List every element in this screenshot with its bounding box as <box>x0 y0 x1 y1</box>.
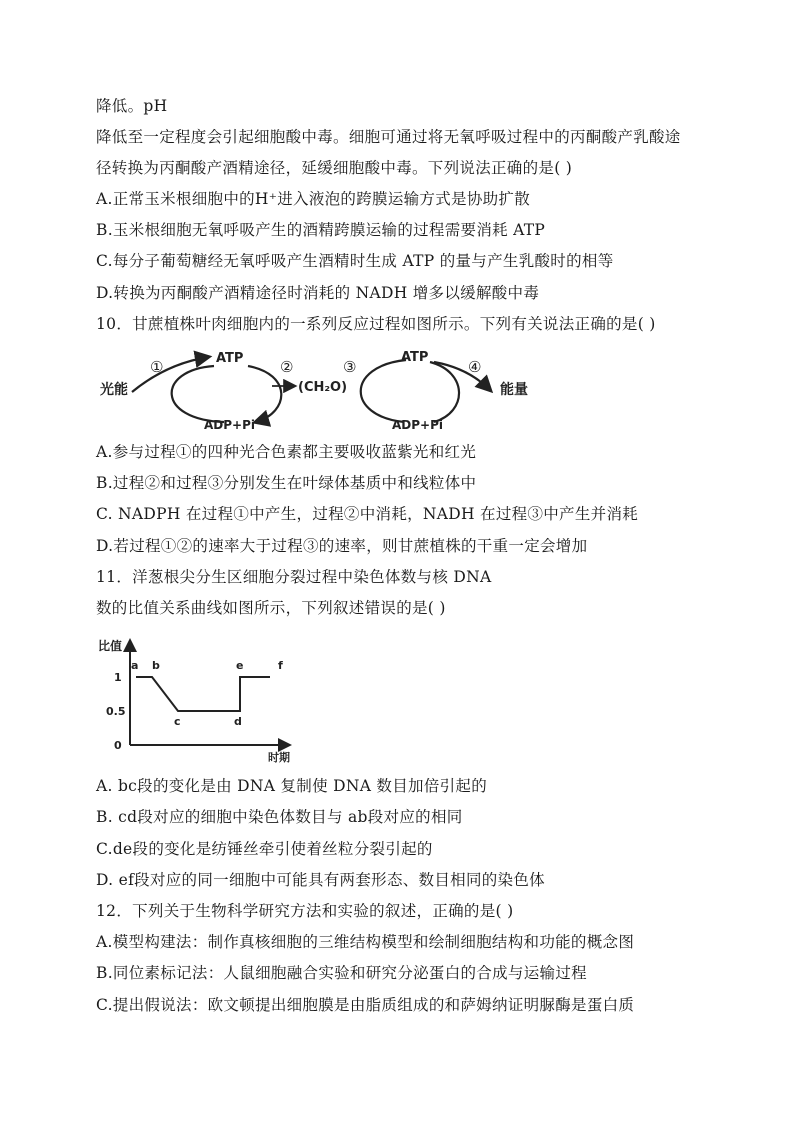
question-11-stem-line-1: 11．洋葱根尖分生区细胞分裂过程中染色体数与核 DNA <box>96 568 492 586</box>
point-label: a <box>131 659 139 672</box>
light-label: 光能 <box>100 382 128 398</box>
y-axis-label: 比值 <box>98 639 123 653</box>
y-tick-label: 0 <box>114 739 122 752</box>
right-cycle-left-arc <box>361 360 406 422</box>
process-1-marker: ① <box>150 358 164 376</box>
adp-left-label: ADP+Pi <box>204 418 256 432</box>
option-9c: C.每分子葡萄糖经无氧呼吸产生酒精时生成 ATP 的量与产生乳酸时的相等 <box>96 252 614 270</box>
text-line: 降低至一定程度会引起细胞酸中毒。细胞可通过将无氧呼吸过程中的丙酮酸产乳酸途 <box>96 128 681 146</box>
text-line: 降低。pH <box>96 97 168 115</box>
process-3-marker: ③ <box>343 358 357 376</box>
ratio-line-chart <box>92 630 312 766</box>
question-12-stem: 12．下列关于生物科学研究方法和实验的叙述，正确的是( ) <box>96 902 514 920</box>
y-tick-label: 0.5 <box>106 705 126 718</box>
left-cycle-right-arc <box>248 366 281 422</box>
point-label: c <box>174 715 181 728</box>
option-9d: D.转换为丙酮酸产酒精途径时消耗的 NADH 增多以缓解酸中毒 <box>96 284 540 302</box>
question-11-stem-line-2: 数的比值关系曲线如图所示，下列叙述错误的是( ) <box>96 599 446 617</box>
option-10a: A.参与过程①的四种光合色素都主要吸收蓝紫光和红光 <box>96 443 477 461</box>
option-9b: B.玉米根细胞无氧呼吸产生的酒精跨膜运输的过程需要消耗 ATP <box>96 221 546 239</box>
option-11d: D. ef段对应的同一细胞中可能具有两套形态、数目相同的染色体 <box>96 871 545 889</box>
option-10d: D.若过程①②的速率大于过程③的速率，则甘蔗植株的干重一定会增加 <box>96 537 588 555</box>
adp-right-label: ADP+Pi <box>392 418 444 432</box>
option-9a: A.正常玉米根细胞中的H⁺进入液泡的跨膜运输方式是协助扩散 <box>96 190 531 208</box>
point-label: e <box>236 659 244 672</box>
atp-cycle-diagram <box>96 342 536 434</box>
option-12c: C.提出假说法：欧文顿提出细胞膜是由脂质组成的和萨姆纳证明脲酶是蛋白质 <box>96 996 635 1014</box>
atp-left-label: ATP <box>216 351 244 366</box>
process-2-marker: ② <box>280 358 294 376</box>
x-axis-label: 时期 <box>268 751 290 764</box>
left-cycle-left-arc <box>172 366 224 422</box>
option-11a: A. bc段的变化是由 DNA 复制使 DNA 数目加倍引起的 <box>96 777 488 795</box>
energy-label: 能量 <box>500 382 528 398</box>
y-tick-label: 1 <box>114 671 122 684</box>
right-cycle-right-arc <box>430 362 459 422</box>
atp-right-label: ATP <box>401 350 429 365</box>
option-11c: C.de段的变化是纺锤丝牵引使着丝粒分裂引起的 <box>96 840 433 858</box>
light-arrow <box>132 357 208 392</box>
question-9-stem: 径转换为丙酮酸产酒精途径，延缓细胞酸中毒。下列说法正确的是( ) <box>96 159 573 177</box>
option-12b: B.同位素标记法：人鼠细胞融合实验和研究分泌蛋白的合成与运输过程 <box>96 964 587 982</box>
option-12a: A.模型构建法：制作真核细胞的三维结构模型和绘制细胞结构和功能的概念图 <box>96 933 635 951</box>
point-label: d <box>234 715 242 728</box>
process-4-marker: ④ <box>468 358 482 376</box>
ch2o-label: (CH₂O) <box>298 380 348 395</box>
option-10b: B.过程②和过程③分别发生在叶绿体基质中和线粒体中 <box>96 474 477 492</box>
option-11b: B. cd段对应的细胞中染色体数目与 ab段对应的相同 <box>96 808 463 826</box>
point-label: f <box>278 659 283 672</box>
ratio-series-line <box>136 677 270 711</box>
point-label: b <box>152 659 160 672</box>
option-10c: C. NADPH 在过程①中产生，过程②中消耗，NADH 在过程③中产生并消耗 <box>96 505 639 523</box>
question-10-stem: 10．甘蔗植株叶肉细胞内的一系列反应过程如图所示。下列有关说法正确的是( ) <box>96 315 656 333</box>
